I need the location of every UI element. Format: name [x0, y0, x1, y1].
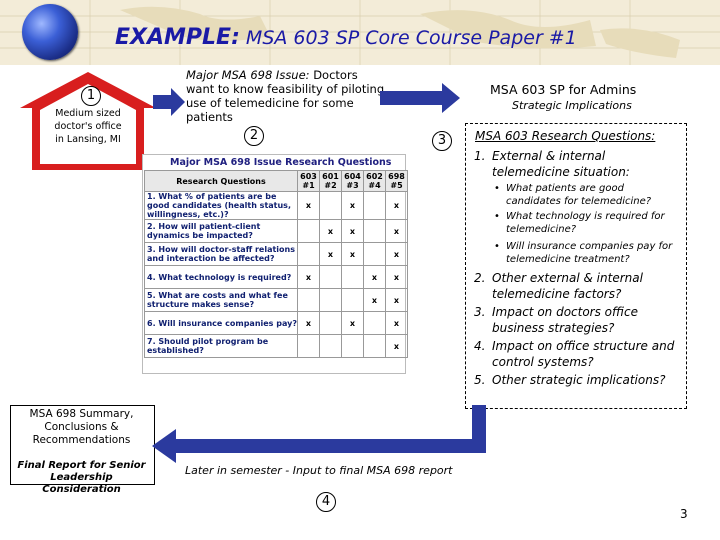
globe-icon: [22, 4, 78, 60]
col-bottom: #4: [368, 181, 381, 190]
item-number: 5.: [474, 373, 486, 387]
summary-subtitle: Final Report for Senior Leadership Consideration: [17, 460, 146, 495]
table-body: [145, 192, 408, 358]
bullet-text: What technology is required for telemedicine?: [506, 211, 665, 235]
table-title: Major MSA 698 Issue Research Questions: [170, 157, 392, 168]
step-3-number: 3: [432, 131, 452, 151]
mark-cell: [364, 220, 386, 243]
mark-cell: x: [298, 312, 320, 335]
item-text: Other strategic implications?: [492, 373, 666, 387]
mark-cell: [298, 220, 320, 243]
mark-cell: x: [364, 289, 386, 312]
mark-cell: x: [342, 192, 364, 220]
mark-cell: [320, 192, 342, 220]
col-header: [298, 171, 320, 192]
col-bottom: #1: [302, 181, 315, 190]
summary-box: [10, 405, 155, 495]
item-text: Other external & internal telemedicine factors?: [492, 271, 643, 301]
summary-title: MSA 698 Summary, Conclusions & Recommendations: [29, 408, 134, 446]
col-header: [364, 171, 386, 192]
item-number: 1.: [474, 149, 486, 163]
arrow-right-icon: [153, 88, 185, 116]
table-row: [145, 289, 408, 312]
page-number: 3: [680, 507, 688, 521]
mark-cell: [342, 266, 364, 289]
table-row: [145, 192, 408, 220]
table-row: [145, 335, 408, 358]
item-text: External & internal telemedicine situation:: [492, 149, 630, 179]
page-title: [115, 25, 577, 50]
question-cell: 2. How will patient-client dynamics be impacted?: [145, 220, 298, 243]
mark-cell: [320, 266, 342, 289]
mark-cell: [342, 289, 364, 312]
mark-cell: [364, 192, 386, 220]
question-cell: 1. What % of patients are be good candidates (health status, willingness, etc.)?: [145, 192, 298, 220]
table-header-row: [145, 171, 408, 192]
mark-cell: x: [386, 266, 408, 289]
mark-cell: x: [298, 192, 320, 220]
title-example-label: EXAMPLE:: [115, 25, 240, 50]
mark-cell: [364, 335, 386, 358]
col-bottom: #5: [390, 181, 403, 190]
table-row: [145, 266, 408, 289]
research-questions-heading: MSA 603 Research Questions:: [475, 129, 656, 143]
mark-cell: x: [342, 220, 364, 243]
issue-lead: Major MSA 698 Issue:: [186, 68, 310, 82]
mark-cell: x: [320, 220, 342, 243]
item-number: 4.: [474, 339, 486, 353]
admins-subtitle: Strategic Implications: [512, 99, 632, 112]
item-text: Impact on office structure and control systems?: [492, 339, 675, 369]
mark-cell: x: [386, 243, 408, 266]
item-number: 3.: [474, 305, 486, 319]
research-questions-box: MSA 603 Research Questions: 1. External & internal telemedicine situation: • What patients are good candidates for telemedicine? • What technology is required for telemedicine? • Will insurance companies pay for telemedicine treatment? 2. Other external & internal telemedicine factors? 3. Impact on doctors office business strategies? 4. Impact on office structure and control systems? 5. Other strategic implications?: [465, 123, 687, 409]
item-text: Impact on doctors office business strategies?: [492, 305, 638, 335]
step-4-number: 4: [316, 492, 336, 512]
col-top: 603: [300, 172, 317, 181]
col-top: 601: [322, 172, 339, 181]
col-header-questions: Research Questions: [145, 171, 298, 192]
mark-cell: [320, 335, 342, 358]
arrow-right-icon: [380, 83, 460, 113]
title-course-text: MSA 603 SP Core Course Paper #1: [239, 27, 577, 49]
table-row: [145, 243, 408, 266]
question-cell: 5. What are costs and what fee structure makes sense?: [145, 289, 298, 312]
mark-cell: x: [386, 335, 408, 358]
bullet-text: What patients are good candidates for telemedicine?: [506, 183, 652, 207]
major-issue-text: [186, 68, 386, 124]
col-top: 698: [388, 172, 405, 181]
mark-cell: [298, 243, 320, 266]
mark-cell: [320, 312, 342, 335]
mark-cell: [364, 312, 386, 335]
later-in-semester-text: Later in semester - Input to final MSA 698 report: [185, 464, 453, 477]
question-cell: 6. Will insurance companies pay?: [145, 312, 298, 335]
col-top: 602: [366, 172, 383, 181]
question-cell: 7. Should pilot program be established?: [145, 335, 298, 358]
mark-cell: [364, 243, 386, 266]
mark-cell: x: [298, 266, 320, 289]
question-cell: 3. How will doctor-staff relations and interaction be affected?: [145, 243, 298, 266]
issue-body: Doctors want to know feasibility of piloting use of telemedicine for some patients: [186, 68, 385, 124]
col-header: [342, 171, 364, 192]
table-row: [145, 220, 408, 243]
step-2-number: 2: [244, 126, 264, 146]
bullet-text: Will insurance companies pay for telemedicine treatment?: [506, 241, 673, 265]
mark-cell: [320, 289, 342, 312]
mark-cell: [298, 289, 320, 312]
mark-cell: x: [386, 192, 408, 220]
question-cell: 4. What technology is required?: [145, 266, 298, 289]
col-bottom: #3: [346, 181, 359, 190]
table-row: [145, 312, 408, 335]
mark-cell: x: [342, 312, 364, 335]
mark-cell: x: [342, 243, 364, 266]
col-header: [386, 171, 408, 192]
col-top: 604: [344, 172, 361, 181]
mark-cell: x: [386, 312, 408, 335]
mark-cell: x: [364, 266, 386, 289]
item-number: 2.: [474, 271, 486, 285]
col-header: [320, 171, 342, 192]
mark-cell: x: [386, 220, 408, 243]
mark-cell: x: [320, 243, 342, 266]
research-questions-table: [144, 170, 408, 358]
admins-title: MSA 603 SP for Admins: [490, 82, 637, 97]
step-1-number: 1: [81, 86, 101, 106]
mark-cell: [298, 335, 320, 358]
mark-cell: [342, 335, 364, 358]
doctors-office-label: Medium sized doctor's office in Lansing, MI: [54, 108, 122, 145]
col-bottom: #2: [324, 181, 337, 190]
mark-cell: x: [386, 289, 408, 312]
